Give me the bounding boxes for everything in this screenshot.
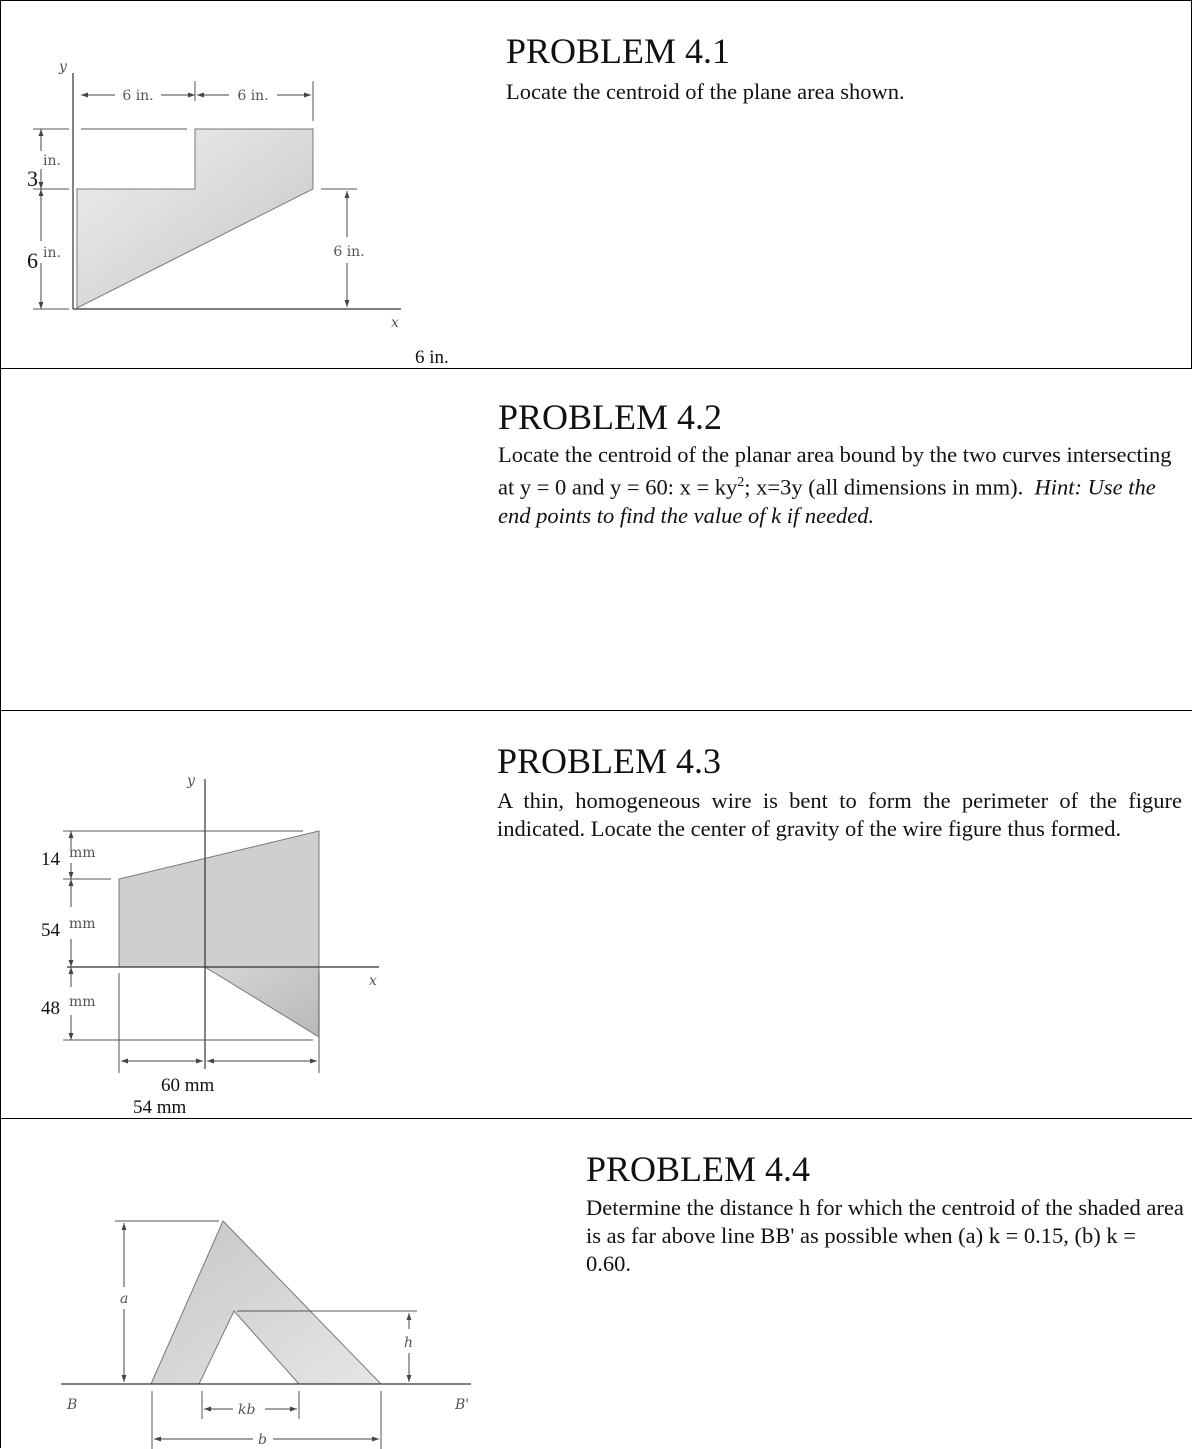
dim-left-upper-value: 3: [27, 166, 38, 191]
problem-4-1-cell: [0, 0, 1192, 368]
problem-4-1-title: PROBLEM 4.1: [506, 31, 731, 71]
dim-left-2-value: 54: [41, 920, 60, 941]
y-axis-label: y: [187, 773, 195, 789]
dim-left-3-value: 48: [41, 998, 60, 1019]
dim-bottom-2: 54 mm: [133, 1097, 187, 1118]
label-b-left: B: [67, 1397, 78, 1413]
dim-left-upper-unit: in.: [43, 153, 61, 169]
dim-bottom: 6 in.: [415, 347, 449, 368]
problem-4-1-text: Locate the centroid of the plane area shown.: [506, 79, 905, 104]
problem-4-2-text: [498, 441, 1188, 530]
dim-top-left: 6 in.: [122, 88, 154, 104]
label-b-prime: B': [455, 1397, 470, 1413]
x-axis-label: x: [391, 315, 399, 331]
lower-shaded-triangle: [205, 967, 319, 1037]
label-a: a: [120, 1291, 129, 1307]
dim-left-1-value: 14: [41, 849, 60, 870]
problem-4-3-cell: [0, 710, 1192, 1118]
problem-4-4-text: Determine the distance h for which the centroid of the shaded area is as far above line BB' as possible when (a) k = 0.15, (b) k = 0.60.: [586, 1195, 1184, 1276]
dim-left-3-unit: mm: [69, 994, 96, 1010]
label-h: h: [404, 1335, 414, 1351]
problem-4-4-figure: [1, 1119, 481, 1449]
problem-4-3-title: PROBLEM 4.3: [497, 741, 722, 781]
label-kb: kb: [238, 1402, 256, 1418]
problem-4-2-hint: Hint: Use the end points to find the value of k if needed.: [498, 474, 1156, 528]
problem-4-3-text: A thin, homogeneous wire is bent to form the perimeter of the figure indicated. Locate the center of gravity of the wire figure thus formed.: [497, 788, 1182, 841]
problem-4-4-title: PROBLEM 4.4: [586, 1149, 811, 1189]
dim-left-lower-unit: in.: [43, 245, 61, 261]
dim-bottom-1: 60 mm: [161, 1075, 215, 1096]
shaded-area-polygon: [77, 129, 313, 308]
problem-4-4-cell: [0, 1118, 1192, 1448]
problem-4-2-text-rest: ; x=3y (all dimensions in mm).: [744, 474, 1024, 500]
dim-left-lower-value: 6: [27, 248, 38, 273]
problem-4-2-cell: [0, 368, 1192, 710]
shaded-area-polygon: [151, 1221, 381, 1384]
problem-4-3-figure: [1, 711, 481, 1119]
upper-shaded-region: [119, 831, 319, 967]
dim-left-2-unit: mm: [69, 916, 96, 932]
y-axis-label: y: [59, 59, 67, 75]
problem-4-2-text-plain: Locate the centroid of the planar area bound by the two curves intersecting at y = 0 and y = 60: x = ky: [498, 442, 1172, 500]
label-b: b: [258, 1432, 267, 1448]
dim-left-1-unit: mm: [69, 845, 96, 861]
dim-top-right: 6 in.: [237, 88, 269, 104]
dim-right: 6 in.: [333, 244, 365, 260]
problem-4-1-figure: [1, 1, 481, 369]
problem-4-2-title: PROBLEM 4.2: [498, 397, 723, 437]
x-axis-label: x: [369, 973, 377, 989]
problem-4-2-superscript: 2: [737, 475, 745, 490]
